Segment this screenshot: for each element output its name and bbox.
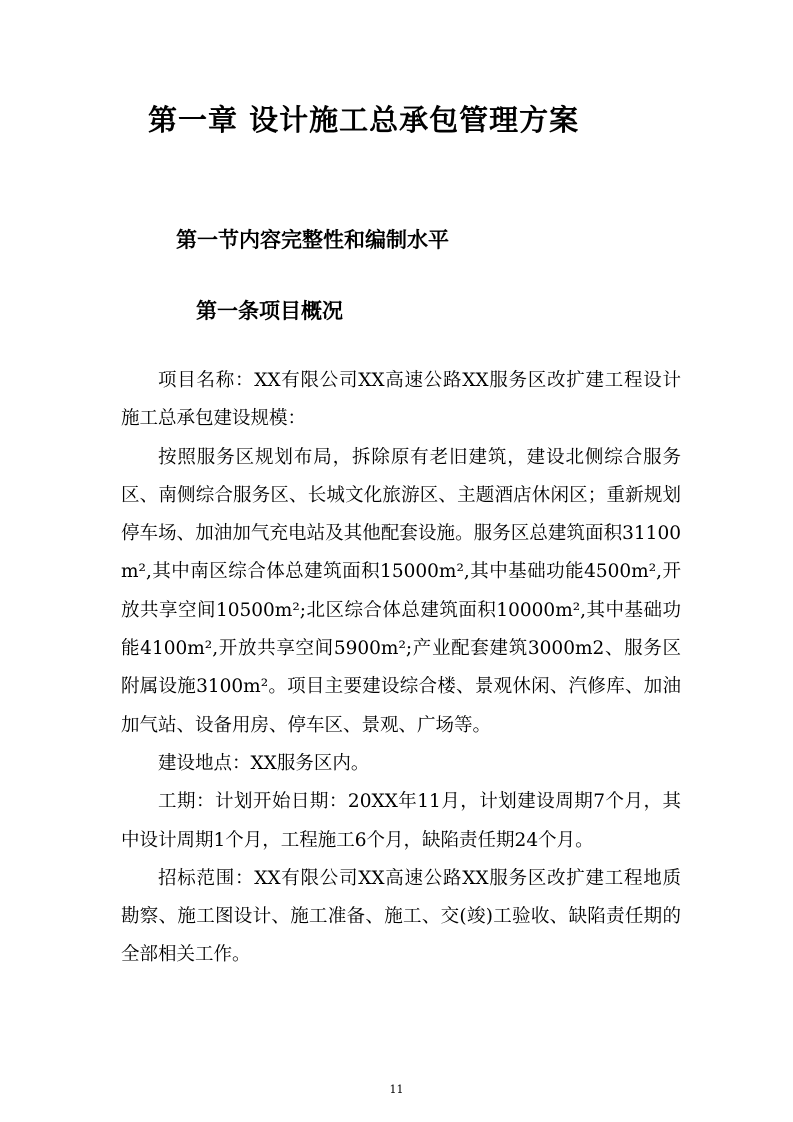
document-body: [121, 362, 681, 975]
paragraph-schedule: 工期：计划开始日期：20XX年11月，计划建设周期7个月，其中设计周期1个月，工程施工6个月，缺陷责任期24个月。: [121, 791, 681, 851]
page-number: 11: [389, 1083, 404, 1096]
paragraph-construction-scale: 按照服务区规划布局，拆除原有老旧建筑，建设北侧综合服务区、南侧综合服务区、长城文化旅游区、主题酒店休闲区；重新规划停车场、加油加气充电站及其他配套设施。服务区总建筑面积31100m²,其中南区综合体总建筑面积15000m²,其中基础功能4500m²,开放共享空间10500m²;北区综合体总建筑面积10000m²,其中基础功能4100m²,开放共享空间5900m²;产业配套建筑3000m2、服务区附属设施3100m²。项目主要建设综合楼、景观休闲、汽修库、加油加气站、设备用房、停车区、景观、广场等。: [121, 446, 681, 736]
paragraph-construction-location: 建设地点：XX服务区内。: [158, 752, 370, 774]
article-title: 第一条项目概况: [196, 298, 343, 323]
paragraph-project-name: 项目名称：XX有限公司XX高速公路XX服务区改扩建工程设计施工总承包建设规模：: [121, 370, 681, 430]
chapter-title: 第一章 设计施工总承包管理方案: [148, 103, 580, 137]
paragraph-bidding-scope: 招标范围：XX有限公司XX高速公路XX服务区改扩建工程地质勘察、施工图设计、施工准备、施工、交(竣)工验收、缺陷责任期的全部相关工作。: [121, 867, 681, 966]
section-title: 第一节内容完整性和编制水平: [176, 227, 449, 252]
